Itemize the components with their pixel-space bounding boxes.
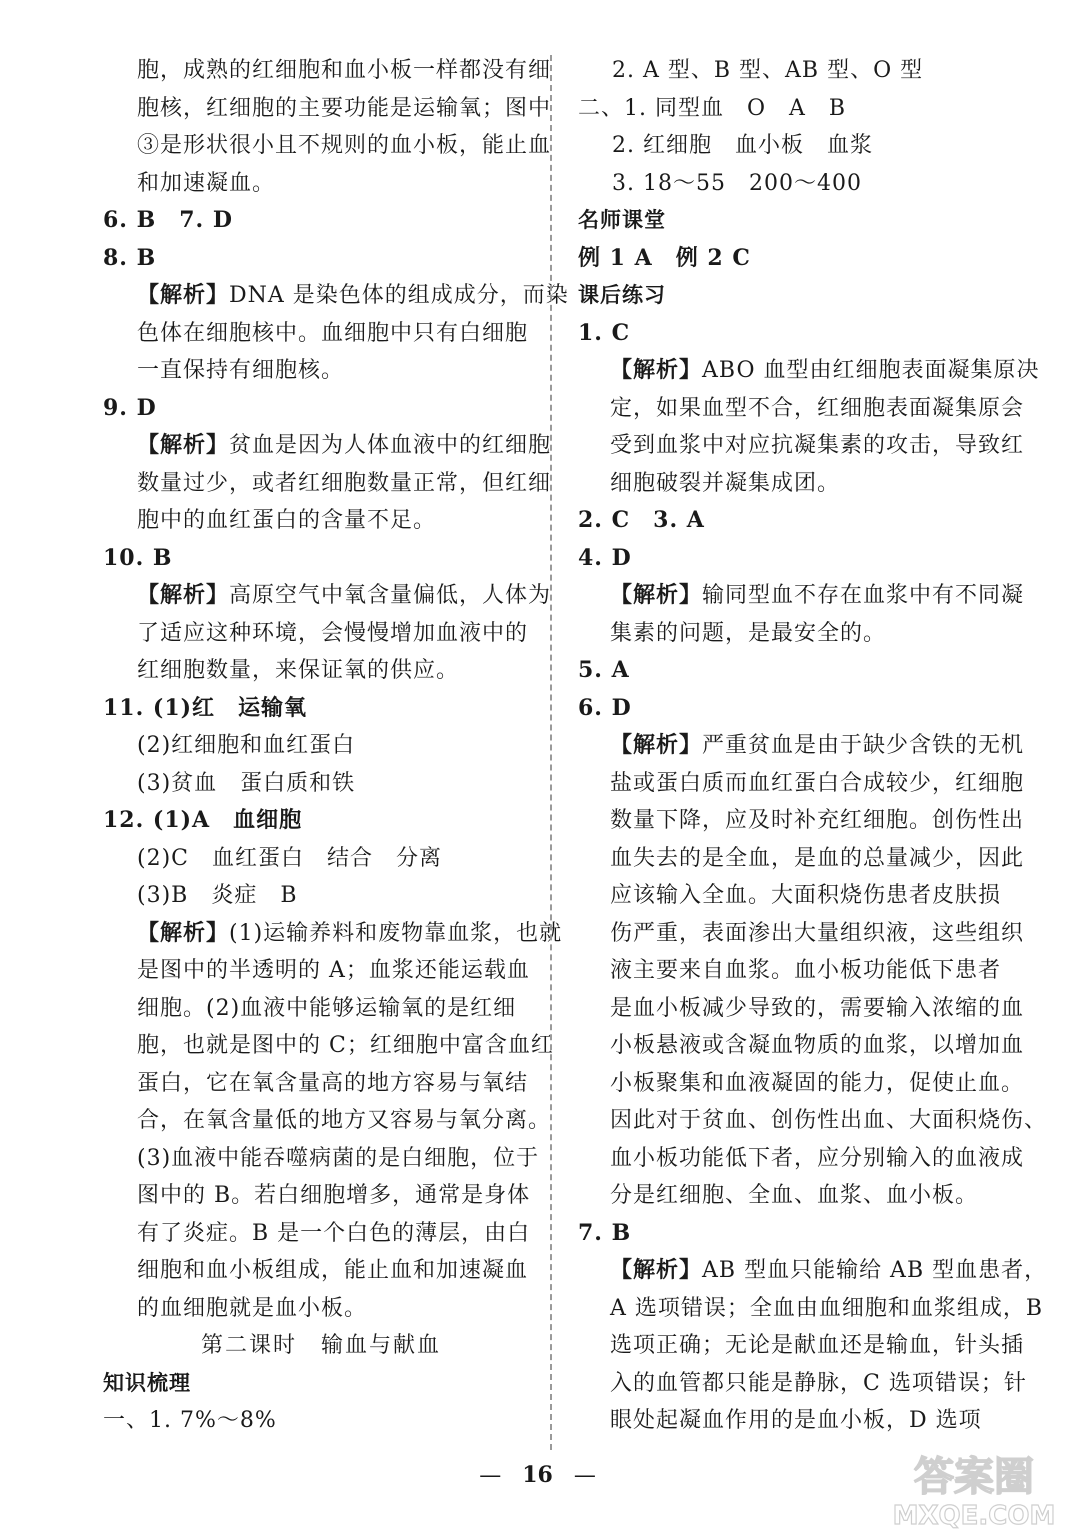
right-text-line — [578, 802, 1025, 840]
line-text: 有了炎症。B 是一个白色的薄层，由白 — [137, 1220, 531, 1246]
left-text-line — [103, 952, 539, 990]
line-text: 名师课堂 — [578, 208, 666, 232]
line-text: 3. 18～55 200～400 — [612, 170, 862, 196]
right-text-line — [578, 765, 1025, 803]
line-text: 血小板功能低下者，应分别输入的血液成 — [610, 1145, 1025, 1171]
left-text-line — [103, 577, 552, 615]
right-text-line — [578, 652, 1010, 690]
line-text: 小板悬液或含凝血物质的血浆，以增加血 — [610, 1033, 1025, 1058]
right-text-line — [578, 1365, 1027, 1403]
left-text-line — [103, 727, 539, 765]
left-text-line — [103, 352, 539, 390]
left-text-line — [103, 277, 569, 315]
line-text: 盐或蛋白质而血红蛋白合成较少，红细胞 — [610, 770, 1025, 796]
line-text: 细胞和血小板组成，能止血和加速凝血 — [137, 1258, 529, 1283]
line-text: 选项正确；无论是献血还是输血，针头插 — [610, 1333, 1025, 1358]
line-text: 受到血浆中对应抗凝集素的攻击，导致红 — [610, 433, 1025, 458]
right-text-line — [578, 240, 1010, 278]
right-text-line — [578, 127, 1010, 165]
left-text-line — [103, 1402, 539, 1440]
right-text-line — [578, 1327, 1025, 1365]
line-text: 胞，也就是图中的 C；红细胞中富含血红 — [137, 1033, 554, 1058]
right-text-line — [578, 577, 1025, 615]
line-text: 二、1. 同型血 O A B — [578, 95, 847, 121]
right-text-line — [578, 540, 1010, 578]
right-text-line — [578, 352, 1040, 390]
line-text: 一直保持有细胞核。 — [137, 358, 345, 383]
line-text: 红细胞数量，来保证氧的供应。 — [137, 658, 460, 683]
left-text-line — [103, 1290, 539, 1328]
line-text: 10. B — [103, 544, 173, 571]
right-text-line — [578, 915, 1025, 953]
line-text: 小板聚集和血液凝固的能力，促使止血。 — [610, 1070, 1025, 1096]
analysis-label: 【解析】 — [137, 283, 230, 308]
line-text: DNA 是染色体的组成成分，而染 — [229, 283, 569, 308]
left-text-line — [103, 765, 539, 803]
right-text-line — [578, 1140, 1025, 1178]
right-text-line — [578, 1102, 1048, 1140]
right-text-line — [578, 390, 1025, 428]
left-text-line — [103, 690, 539, 728]
line-text: 2. 红细胞 血小板 血浆 — [612, 133, 873, 158]
line-text: 一、1. 7%～8% — [103, 1408, 277, 1433]
left-text-line — [103, 390, 539, 428]
right-text-line — [578, 1177, 1010, 1215]
line-text: 数量下降，应及时补充红细胞。创伤性出 — [610, 808, 1025, 833]
line-text: 液主要来自血浆。血小板功能低下患者 — [610, 958, 1002, 983]
right-text-line — [578, 1065, 1025, 1103]
line-text: 和加速凝血。 — [137, 170, 276, 196]
line-text: 输同型血不存在血浆中有不同凝 — [702, 583, 1025, 608]
line-text: 定，如果血型不合，红细胞表面凝集原会 — [610, 395, 1025, 421]
line-text: 图中的 B。若白细胞增多，通常是身体 — [137, 1183, 531, 1208]
line-text: 严重贫血是由于缺少含铁的无机 — [702, 733, 1025, 758]
right-text-line — [578, 502, 1010, 540]
page-number: 16 — [522, 1462, 553, 1488]
right-text-line — [578, 690, 1010, 728]
line-text: 是血小板减少导致的，需要输入浓缩的血 — [610, 995, 1025, 1021]
right-text-line — [578, 315, 1010, 353]
line-text: 2. C 3. A — [578, 507, 705, 533]
line-text: 5. A — [578, 657, 630, 683]
watermark-logo — [879, 1446, 1069, 1532]
analysis-label: 【解析】 — [137, 433, 230, 458]
line-text: (3)B 炎症 B — [137, 883, 298, 908]
analysis-label: 【解析】 — [137, 583, 230, 608]
line-text: 数量过少，或者红细胞数量正常，但红细 — [137, 470, 552, 496]
left-text-line — [103, 90, 552, 128]
analysis-label: 【解析】 — [610, 583, 703, 608]
line-text: 因此对于贫血、创伤性出血、大面积烧伤、 — [610, 1108, 1048, 1133]
right-text-line — [578, 465, 1010, 503]
left-text-line — [103, 540, 539, 578]
line-text: 12. (1)A 血细胞 — [103, 807, 303, 833]
left-text-line — [103, 465, 552, 503]
line-text: (3)贫血 蛋白质和铁 — [137, 770, 356, 796]
analysis-label: 【解析】 — [137, 920, 230, 946]
line-text: 分是红细胞、全血、血浆、血小板。 — [610, 1183, 979, 1208]
right-text-line — [578, 615, 1010, 653]
line-text: 9. D — [103, 394, 157, 421]
line-text: 血失去的是全血，是血的总量减少，因此 — [610, 845, 1025, 871]
line-text: A 选项错误；全血由血细胞和血浆组成，B — [610, 1295, 1044, 1321]
line-text: 细胞。(2)血液中能够运输氧的是红细 — [137, 995, 517, 1021]
analysis-label: 【解析】 — [610, 733, 703, 758]
line-text: 细胞破裂并凝集成团。 — [610, 470, 841, 496]
right-text-line — [578, 952, 1010, 990]
line-text: 6. B 7. D — [103, 207, 233, 233]
left-text-line — [103, 202, 539, 240]
line-text: (2)C 血红蛋白 结合 分离 — [137, 845, 442, 871]
line-text: 伤严重，表面渗出大量组织液，这些组织 — [610, 920, 1025, 946]
line-text: 8. B — [103, 244, 157, 271]
line-text: 贫血是因为人体血液中的红细胞 — [229, 433, 552, 458]
line-text: 胞，成熟的红细胞和血小板一样都没有细 — [137, 58, 552, 83]
line-text: (2)红细胞和血红蛋白 — [137, 733, 356, 758]
line-text: 集素的问题，是最安全的。 — [610, 620, 887, 646]
column-divider — [550, 55, 552, 1450]
right-text-line — [578, 1215, 1010, 1253]
right-text-line — [578, 52, 1010, 90]
left-text-line — [103, 615, 539, 653]
right-text-line — [578, 1027, 1025, 1065]
right-text-line — [578, 1290, 1044, 1328]
left-text-line — [103, 802, 539, 840]
left-text-line — [103, 915, 563, 953]
watermark-top: 答案圈 — [914, 1454, 1034, 1500]
right-column — [578, 52, 1048, 1440]
line-text: (3)血液中能吞噬病菌的是白细胞，位于 — [137, 1145, 540, 1171]
left-column — [103, 52, 569, 1440]
line-text: 胞中的血红蛋白的含量不足。 — [137, 508, 437, 533]
left-text-line — [103, 240, 539, 278]
right-text-line — [578, 202, 1010, 240]
right-text-line — [578, 877, 1010, 915]
line-text: 了适应这种环境，会慢慢增加血液中的 — [137, 620, 529, 646]
line-text: 11. (1)红 运输氧 — [103, 694, 308, 721]
left-text-line — [103, 1102, 552, 1140]
line-text: 蛋白，它在氧含量高的地方容易与氧结 — [137, 1070, 529, 1096]
left-text-line — [103, 52, 552, 90]
left-text-line — [103, 1215, 539, 1253]
line-text: 例 1 A 例 2 C — [578, 244, 751, 271]
line-text: AB 型血只能输给 AB 型血患者， — [702, 1258, 1048, 1283]
left-text-line — [103, 1065, 539, 1103]
line-text: ③是形状很小且不规则的血小板，能止血 — [137, 133, 552, 158]
line-text: 的血细胞就是血小板。 — [137, 1295, 368, 1321]
left-text-line — [103, 840, 539, 878]
line-text: 色体在细胞核中。血细胞中只有白细胞 — [137, 320, 529, 346]
line-text: 2. A 型、B 型、AB 型、O 型 — [612, 58, 924, 83]
right-text-line — [578, 840, 1025, 878]
analysis-label: 【解析】 — [610, 1258, 703, 1283]
line-text: 应该输入全血。大面积烧伤患者皮肤损 — [610, 883, 1002, 908]
right-text-line — [578, 277, 1010, 315]
line-text: 入的血管都只能是静脉，C 选项错误；针 — [610, 1370, 1027, 1396]
right-text-line — [578, 1402, 1010, 1440]
watermark-bottom: MXQE.COM — [892, 1501, 1056, 1531]
left-text-line — [103, 1140, 539, 1178]
line-text: 4. D — [578, 544, 632, 571]
line-text: 6. D — [578, 694, 632, 721]
left-text-line — [103, 502, 539, 540]
footer-dash-left: — — [479, 1463, 502, 1488]
line-text: 高原空气中氧含量偏低，人体为 — [229, 583, 552, 608]
left-text-line — [103, 165, 539, 203]
left-text-line — [103, 127, 552, 165]
right-text-line — [578, 90, 1010, 128]
line-text: 是图中的半透明的 A；血浆还能运载血 — [137, 958, 530, 983]
line-text: 7. B — [578, 1219, 632, 1246]
line-text: ABO 血型由红细胞表面凝集原决 — [702, 358, 1040, 383]
right-text-line — [578, 165, 1010, 203]
left-text-line — [103, 1327, 539, 1365]
left-text-line — [103, 877, 539, 915]
line-text: 知识梳理 — [103, 1370, 191, 1395]
footer-dash-right: — — [573, 1463, 596, 1488]
line-text: 胞核，红细胞的主要功能是运输氧；图中 — [137, 95, 552, 121]
left-text-line — [103, 1252, 539, 1290]
right-text-line — [578, 427, 1025, 465]
line-text: (1)运输养料和废物靠血浆，也就 — [229, 920, 563, 946]
left-text-line — [103, 1365, 539, 1403]
right-text-line — [578, 990, 1025, 1028]
left-text-line — [103, 990, 539, 1028]
line-text: 课后练习 — [578, 283, 666, 307]
line-text: 合，在氧含量低的地方又容易与氧分离。 — [137, 1108, 552, 1133]
right-text-line — [578, 1252, 1048, 1290]
left-text-line — [103, 315, 539, 353]
right-text-line — [578, 727, 1025, 765]
line-text: 第二课时 输血与献血 — [200, 1333, 441, 1358]
left-text-line — [103, 1027, 554, 1065]
left-text-line — [103, 1177, 539, 1215]
line-text: 1. C — [578, 319, 631, 346]
left-text-line — [103, 652, 539, 690]
left-text-line — [103, 427, 552, 465]
line-text: 眼处起凝血作用的是血小板，D 选项 — [610, 1408, 982, 1433]
analysis-label: 【解析】 — [610, 358, 703, 383]
